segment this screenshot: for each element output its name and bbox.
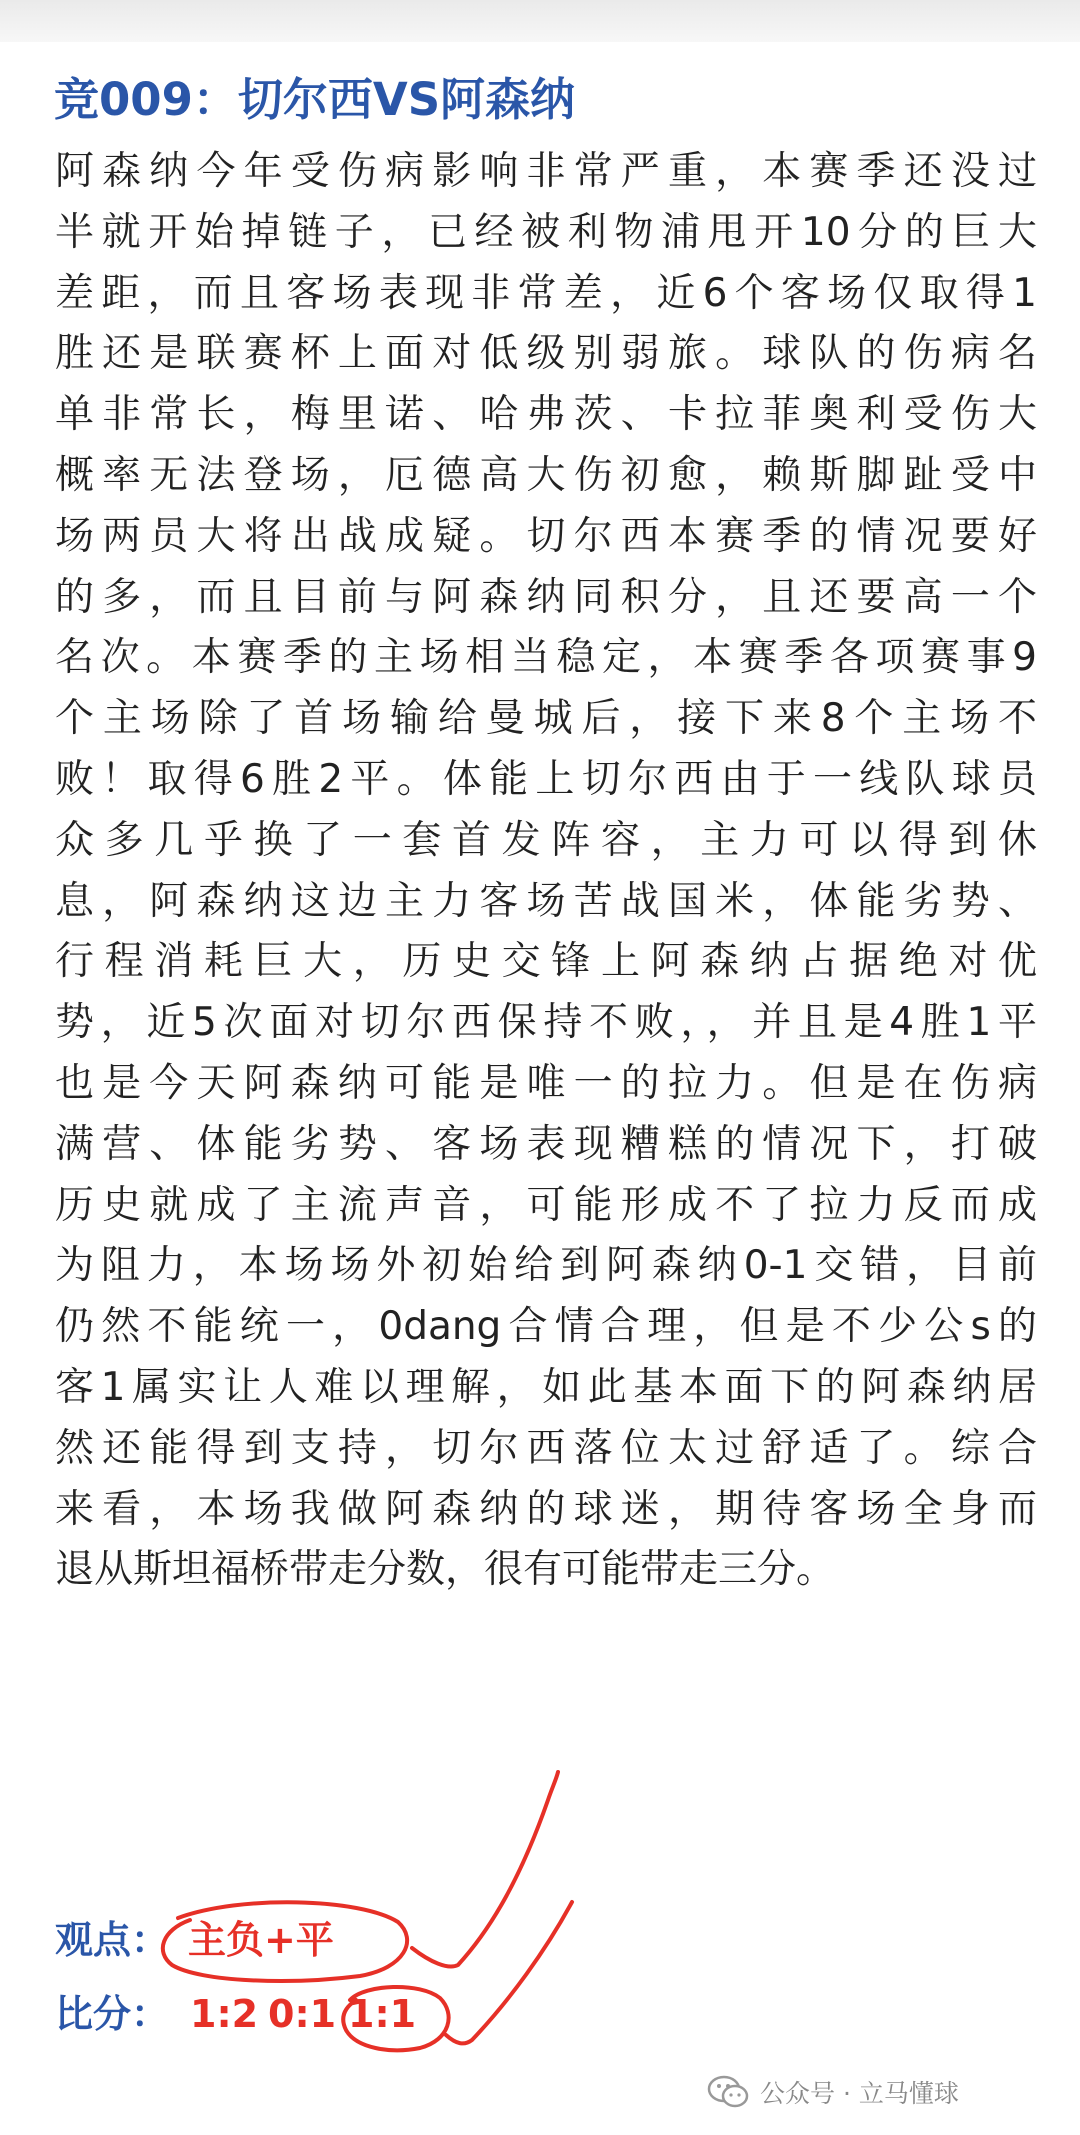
- body-line: 客1属实让人难以理解，如此基本面下的阿森纳居: [55, 1364, 1037, 1410]
- body-line: 胜还是联赛杯上面对低级别弱旅。球队的伤病名: [55, 331, 1037, 377]
- body-line: 为阻力，本场场外初始给到阿森纳0-1交错，目前: [55, 1243, 1037, 1289]
- body-line: 名次。本赛季的主场相当稳定，本赛季各项赛事9: [55, 635, 1037, 681]
- score-label: 比分：: [55, 1992, 170, 2036]
- body-line: 仍然不能统一，0dang合情合理，但是不少公s的: [55, 1304, 1037, 1350]
- article-body: [55, 142, 1037, 1601]
- article-title: 竞009：切尔西VS阿森纳: [54, 73, 576, 126]
- wechat-official-account-icon: [706, 2072, 752, 2112]
- body-line: 阿森纳今年受伤病影响非常严重，本赛季还没过: [55, 149, 1037, 194]
- body-line: 单非常长，梅里诺、哈弗茨、卡拉菲奥利受伤大: [55, 392, 1037, 438]
- body-line: 然还能得到支持，切尔西落位太过舒适了。综合: [55, 1425, 1037, 1471]
- viewpoint-label: 观点：: [55, 1918, 170, 1962]
- body-line: 满营、体能劣势、客场表现糟糕的情况下，打破: [55, 1121, 1037, 1167]
- viewpoint-value: 主负+平: [188, 1918, 334, 1962]
- body-line: 半就开始掉链子，已经被利物浦甩开10分的巨大: [55, 209, 1037, 255]
- body-line: 概率无法登场，厄德高大伤初愈，赖斯脚趾受中: [55, 452, 1037, 498]
- body-line: 历史就成了主流声音，可能形成不了拉力反而成: [55, 1182, 1037, 1228]
- body-line: 个主场除了首场输给曼城后，接下来8个主场不: [55, 696, 1037, 742]
- score-value-1: 1:2: [190, 1992, 259, 2036]
- top-status-strip: [0, 0, 1080, 42]
- body-line: 的多，而且目前与阿森纳同积分，且还要高一个: [55, 574, 1037, 620]
- body-line: 差距，而且客场表现非常差，近6个客场仅取得1: [55, 270, 1037, 316]
- score-value-3: 1:1: [348, 1992, 417, 2036]
- watermark-text: 公众号 · 立马懂球: [760, 2079, 959, 2108]
- body-line: 众多几乎换了一套首发阵容，主力可以得到休: [55, 817, 1037, 863]
- body-line: 行程消耗巨大，历史交锋上阿森纳占据绝对优: [55, 939, 1037, 985]
- check-mark-lower: [446, 1902, 572, 2043]
- body-line: 息，阿森纳这边主力客场苦战国米，体能劣势、: [55, 878, 1037, 924]
- body-line: 场两员大将出战成疑。切尔西本赛季的情况要好: [55, 513, 1037, 559]
- body-line: 势，近5次面对切尔西保持不败，，并且是4胜1平: [55, 1000, 1037, 1046]
- body-line: 来看，本场我做阿森纳的球迷，期待客场全身而: [55, 1486, 1037, 1532]
- check-mark-upper: [412, 1772, 558, 1966]
- body-line: 也是今天阿森纳可能是唯一的拉力。但是在伤病: [55, 1060, 1037, 1106]
- score-value-2: 0:1: [268, 1992, 337, 2036]
- body-line: 退从斯坦福桥带走分数，很有可能带走三分。: [55, 1547, 836, 1593]
- body-line: 败！取得6胜2平。体能上切尔西由于一线队球员: [55, 756, 1037, 802]
